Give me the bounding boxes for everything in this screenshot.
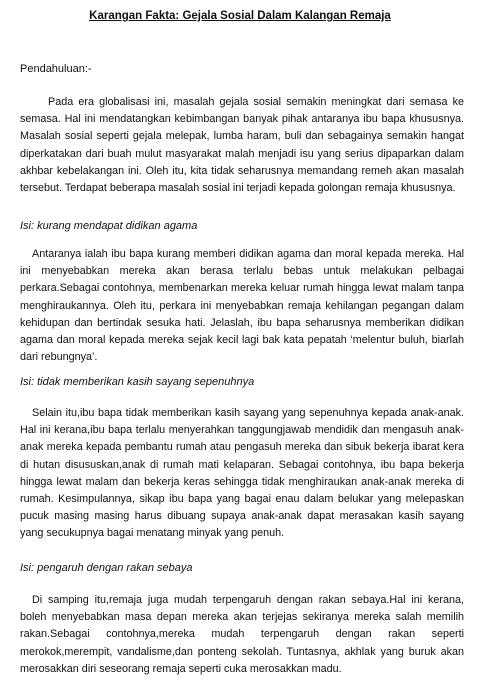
section-heading-2: Isi: tidak memberikan kasih sayang sepenuhnya (20, 376, 255, 388)
section-heading-1: Isi: kurang mendapat didikan agama (20, 220, 198, 232)
section-paragraph-2: Selain itu,ibu bapa tidak memberikan kasih sayang yang sepenuhnya kepada anak-anak. Hal ini kerana,ibu bapa terlalu menyerahkan tanggungjawab mendidik dan mengasuh anak-anak mereka kepada pembantu rumah atau pengasuh mereka dan sibuk bekerja ibarat kera di hutan disususkan,anak di rumah mati kelaparan. Sebagai contohnya, ibu bapa bekerja hingga lewat malam dan bekerja keras sehingga tidak menghiraukan anak-anak mereka di rumah. Kesimpulannya, sikap ibu bapa yang bagai enau dalam belukar yang melepaskan pucuk masing masing harus dibuang supaya anak-anak dapat merasakan kasih sayang yang secukupnya bagai menatang minyak yang penuh. (20, 407, 464, 540)
section-paragraph-3: Di samping itu,remaja juga mudah terpengaruh dengan rakan sebaya.Hal ini kerana, boleh menyebabkan masa depan mereka akan terjejas sekiranya mereka salah memilih rakan.Sebagai contohnya,mereka mudah terpengaruh dengan rakan seperti merokok,merempit, vandalisme,dan ponteng sekolah. Tuntasnya, akhlak yang buruk akan merosakkan diri seseorang remaja seperti cuka merosakkan madu. (20, 594, 464, 675)
section-paragraph-1: Antaranya ialah ibu bapa kurang memberi didikan agama dan moral kepada mereka. Hal ini menyebabkan mereka akan berasa terlalu bebas untuk melakukan pelbagai perkara.Sebagai contohnya, membenarkan mereka keluar rumah hingga lewat malam tanpa menghiraukannya. Oleh itu, perkara ini menyebabkan remaja kehilangan pegangan dalam kehidupan dan bertindak sesuka hati. Jelaslah, ibu bapa seharusnya memberikan didikan agama dan moral kepada mereka sejak kecil lagi bak kata pepatah ‘melentur buluh, biarlah dari rebungnya’. (20, 248, 464, 364)
intro-label: Pendahuluan:- (20, 63, 92, 75)
document-title: Karangan Fakta: Gejala Sosial Dalam Kalangan Remaja (89, 10, 391, 22)
intro-paragraph: Pada era globalisasi ini, masalah gejala sosial semakin meningkat dari semasa ke semasa. Hal ini mendatangkan kebimbangan banyak pihak antaranya ibu bapa khususnya. Masalah sosial seperti gejala melepak, lumba haram, buli dan sebagainya semakin hangat diperkatakan dari buah mulut masyarakat malah menjadi isu yang serius dipaparkan dalam akhbar kebelakangan ini. Oleh itu, kita tidak seharusnya memandang remeh akan masalah tersebut. Terdapat beberapa masalah sosial ini terjadi kepada golongan remaja khususnya. (20, 96, 464, 195)
section-heading-3: Isi: pengaruh dengan rakan sebaya (20, 562, 193, 574)
